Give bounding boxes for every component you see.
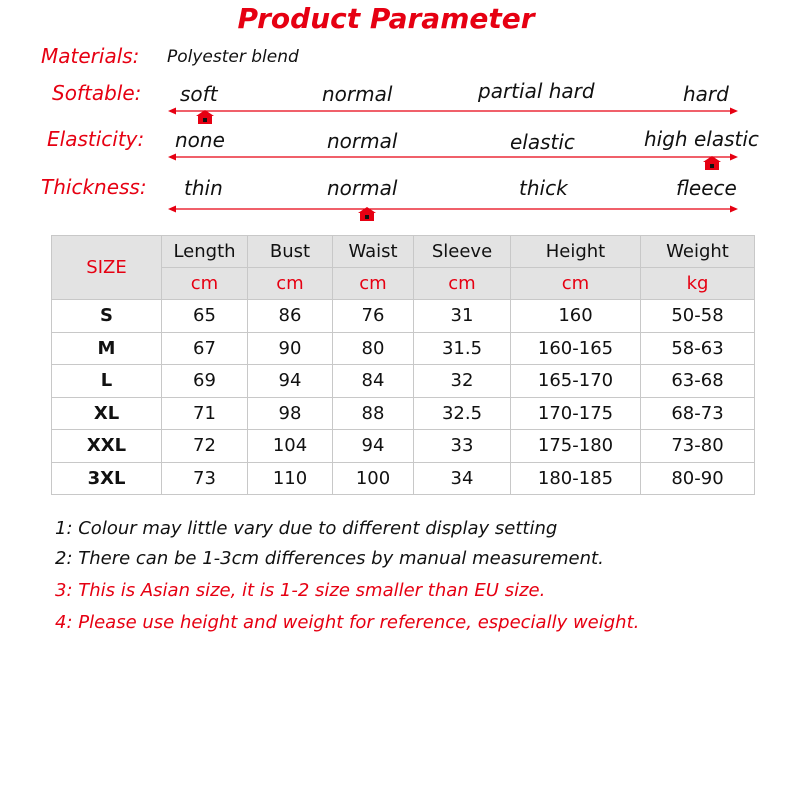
softable-option-hard: hard: [683, 82, 729, 106]
softable-option-normal: normal: [322, 82, 393, 106]
softable-option-soft: soft: [180, 82, 218, 106]
table-cell: 73: [162, 462, 248, 495]
elasticity-selection-marker-icon: [703, 156, 721, 170]
note-4: 4: Please use height and weight for reference, especially weight.: [55, 612, 640, 633]
note-3: 3: This is Asian size, it is 1-2 size smaller than EU size.: [55, 580, 546, 601]
header-bust: Bust: [248, 236, 333, 268]
page-title: Product Parameter: [237, 2, 535, 35]
table-cell: 34: [414, 462, 511, 495]
elasticity-option-high-elastic: high elastic: [644, 127, 759, 151]
table-cell: 80-90: [641, 462, 755, 495]
size-cell: 3XL: [52, 462, 162, 495]
thickness-label: Thickness:: [41, 175, 147, 199]
table-cell: 98: [248, 397, 333, 430]
header-length: Length: [162, 236, 248, 268]
elasticity-option-elastic: elastic: [510, 130, 575, 154]
table-row: [52, 430, 755, 463]
unit-sleeve: cm: [414, 268, 511, 300]
note-1: 1: Colour may little vary due to different display setting: [55, 518, 558, 539]
unit-length: cm: [162, 268, 248, 300]
softable-selection-marker-icon: [196, 110, 214, 124]
table-cell: 50-58: [641, 300, 755, 333]
table-cell: 94: [248, 365, 333, 398]
materials-label: Materials:: [41, 44, 140, 68]
table-cell: 80: [333, 332, 414, 365]
table-cell: 86: [248, 300, 333, 333]
table-row: [52, 332, 755, 365]
size-column-header: SIZE: [52, 236, 162, 300]
size-cell: XXL: [52, 430, 162, 463]
table-cell: 32.5: [414, 397, 511, 430]
thickness-option-thick: thick: [519, 176, 568, 200]
thickness-option-thin: thin: [184, 176, 223, 200]
table-cell: 76: [333, 300, 414, 333]
note-2: 2: There can be 1-3cm differences by manual measurement.: [55, 548, 604, 569]
table-row: [52, 462, 755, 495]
table-cell: 170-175: [511, 397, 641, 430]
table-header-row: [52, 236, 755, 268]
table-cell: 72: [162, 430, 248, 463]
table-cell: 104: [248, 430, 333, 463]
table-row: [52, 300, 755, 333]
table-cell: 63-68: [641, 365, 755, 398]
table-cell: 71: [162, 397, 248, 430]
table-cell: 69: [162, 365, 248, 398]
table-cell: 68-73: [641, 397, 755, 430]
elasticity-label: Elasticity:: [47, 127, 145, 151]
table-cell: 160: [511, 300, 641, 333]
table-cell: 165-170: [511, 365, 641, 398]
unit-waist: cm: [333, 268, 414, 300]
table-cell: 58-63: [641, 332, 755, 365]
table-cell: 100: [333, 462, 414, 495]
size-cell: M: [52, 332, 162, 365]
size-chart-table: [51, 235, 755, 495]
table-cell: 180-185: [511, 462, 641, 495]
elasticity-option-none: none: [175, 128, 225, 152]
thickness-option-fleece: fleece: [676, 176, 737, 200]
table-cell: 73-80: [641, 430, 755, 463]
table-cell: 88: [333, 397, 414, 430]
elasticity-option-normal: normal: [327, 129, 398, 153]
unit-bust: cm: [248, 268, 333, 300]
table-row: [52, 365, 755, 398]
header-waist: Waist: [333, 236, 414, 268]
unit-weight: kg: [641, 268, 755, 300]
table-cell: 67: [162, 332, 248, 365]
table-cell: 94: [333, 430, 414, 463]
elasticity-scale-arrow: [168, 149, 738, 165]
table-cell: 31.5: [414, 332, 511, 365]
table-cell: 90: [248, 332, 333, 365]
table-cell: 65: [162, 300, 248, 333]
table-cell: 110: [248, 462, 333, 495]
thickness-scale-arrow: [168, 201, 738, 217]
table-row: [52, 397, 755, 430]
size-cell: XL: [52, 397, 162, 430]
table-cell: 31: [414, 300, 511, 333]
table-cell: 32: [414, 365, 511, 398]
header-sleeve: Sleeve: [414, 236, 511, 268]
softable-scale-arrow: [168, 103, 738, 119]
header-height: Height: [511, 236, 641, 268]
materials-value: Polyester blend: [167, 47, 299, 67]
table-cell: 84: [333, 365, 414, 398]
table-cell: 175-180: [511, 430, 641, 463]
header-weight: Weight: [641, 236, 755, 268]
size-cell: S: [52, 300, 162, 333]
softable-option-partial-hard: partial hard: [478, 79, 595, 103]
size-cell: L: [52, 365, 162, 398]
thickness-option-normal: normal: [327, 176, 398, 200]
thickness-selection-marker-icon: [358, 207, 376, 221]
unit-height: cm: [511, 268, 641, 300]
table-cell: 33: [414, 430, 511, 463]
table-cell: 160-165: [511, 332, 641, 365]
softable-label: Softable:: [52, 81, 142, 105]
